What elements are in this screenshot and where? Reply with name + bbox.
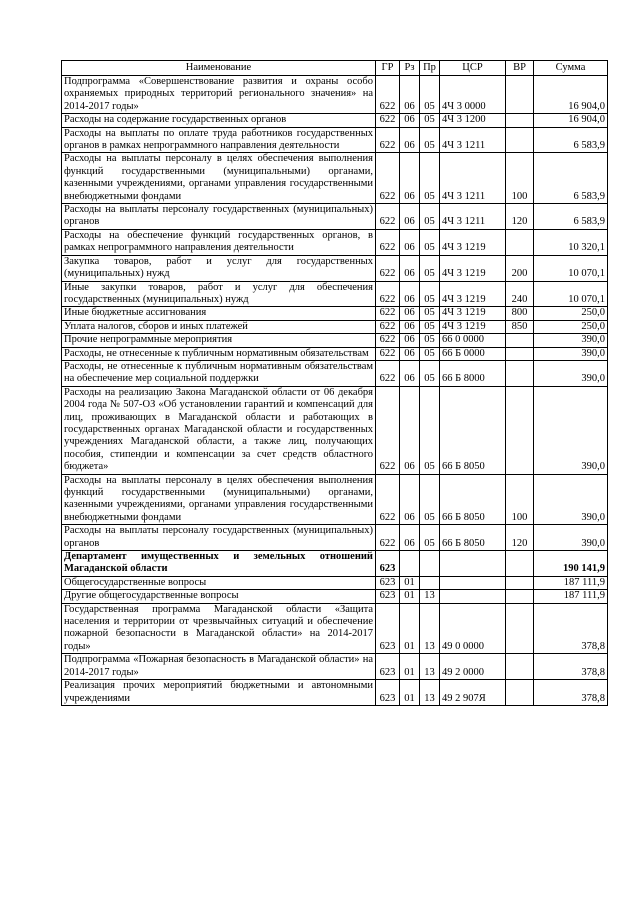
cell-sum: 10 070,1	[534, 255, 608, 281]
cell-sum: 6 583,9	[534, 153, 608, 204]
table-row	[62, 127, 608, 153]
cell-sum: 187 111,9	[534, 590, 608, 603]
cell-gr: 622	[376, 114, 400, 127]
cell-vr	[506, 76, 534, 114]
cell-gr: 622	[376, 229, 400, 255]
cell-csr: 4Ч 3 1211	[440, 204, 506, 230]
table-row	[62, 320, 608, 333]
cell-gr: 622	[376, 360, 400, 386]
cell-vr	[506, 603, 534, 654]
cell-sum: 250,0	[534, 320, 608, 333]
cell-vr: 850	[506, 320, 534, 333]
cell-pr	[420, 551, 440, 577]
cell-rz: 06	[400, 281, 420, 307]
table-row	[62, 525, 608, 551]
cell-csr	[440, 576, 506, 589]
cell-name: Расходы на выплаты персоналу государственных (муниципальных) органов	[62, 204, 376, 230]
cell-name: Расходы, не отнесенные к публичным нормативным обязательствам	[62, 347, 376, 360]
cell-sum: 16 904,0	[534, 114, 608, 127]
table-row	[62, 334, 608, 347]
cell-pr: 05	[420, 320, 440, 333]
cell-sum: 250,0	[534, 307, 608, 320]
header-rz: Рз	[400, 61, 420, 76]
cell-csr: 66 Б 8000	[440, 360, 506, 386]
cell-vr	[506, 680, 534, 706]
cell-csr: 4Ч 3 1219	[440, 229, 506, 255]
cell-rz: 06	[400, 127, 420, 153]
cell-vr	[506, 360, 534, 386]
cell-pr: 05	[420, 386, 440, 474]
cell-gr: 622	[376, 76, 400, 114]
cell-rz: 06	[400, 525, 420, 551]
cell-rz: 06	[400, 307, 420, 320]
cell-csr: 4Ч 3 1219	[440, 281, 506, 307]
cell-vr	[506, 386, 534, 474]
cell-gr: 623	[376, 680, 400, 706]
cell-sum: 390,0	[534, 360, 608, 386]
cell-pr: 05	[420, 127, 440, 153]
cell-csr: 4Ч 3 1219	[440, 307, 506, 320]
cell-gr: 622	[376, 307, 400, 320]
cell-vr: 800	[506, 307, 534, 320]
cell-rz: 01	[400, 603, 420, 654]
cell-gr: 623	[376, 551, 400, 577]
cell-rz: 06	[400, 114, 420, 127]
cell-vr	[506, 590, 534, 603]
cell-gr: 622	[376, 474, 400, 525]
table-row	[62, 204, 608, 230]
table-row	[62, 153, 608, 204]
cell-name: Реализация прочих мероприятий бюджетными и автономными учреждениями	[62, 680, 376, 706]
cell-pr: 13	[420, 654, 440, 680]
cell-csr: 4Ч 3 1211	[440, 153, 506, 204]
cell-gr: 623	[376, 590, 400, 603]
cell-csr: 66 Б 8050	[440, 525, 506, 551]
cell-pr: 05	[420, 255, 440, 281]
table-row	[62, 474, 608, 525]
cell-vr	[506, 127, 534, 153]
cell-rz: 06	[400, 320, 420, 333]
cell-name: Прочие непрограммные мероприятия	[62, 334, 376, 347]
cell-sum: 378,8	[534, 680, 608, 706]
cell-rz: 06	[400, 474, 420, 525]
cell-pr: 05	[420, 76, 440, 114]
cell-name: Расходы на выплаты по оплате труда работников государственных органов в рамках непрограммного направления деятельности	[62, 127, 376, 153]
cell-vr: 120	[506, 525, 534, 551]
cell-rz: 06	[400, 360, 420, 386]
cell-gr: 622	[376, 153, 400, 204]
table-row	[62, 360, 608, 386]
cell-sum: 390,0	[534, 334, 608, 347]
cell-gr: 622	[376, 281, 400, 307]
cell-vr: 120	[506, 204, 534, 230]
cell-rz: 06	[400, 334, 420, 347]
cell-name: Другие общегосударственные вопросы	[62, 590, 376, 603]
cell-csr: 4Ч 3 1219	[440, 320, 506, 333]
cell-csr: 4Ч 3 0000	[440, 76, 506, 114]
table-body	[62, 76, 608, 706]
table-row	[62, 551, 608, 577]
cell-gr: 623	[376, 603, 400, 654]
cell-pr: 05	[420, 281, 440, 307]
cell-sum: 16 904,0	[534, 76, 608, 114]
table-header-row	[62, 61, 608, 76]
cell-csr	[440, 590, 506, 603]
cell-gr: 622	[376, 255, 400, 281]
cell-pr: 05	[420, 525, 440, 551]
cell-pr: 05	[420, 334, 440, 347]
cell-rz: 01	[400, 654, 420, 680]
cell-vr	[506, 229, 534, 255]
cell-name: Расходы на выплаты персоналу государственных (муниципальных) органов	[62, 525, 376, 551]
table-row	[62, 307, 608, 320]
cell-name: Расходы на обеспечение функций государственных органов, в рамках непрограммного направления деятельности	[62, 229, 376, 255]
cell-name: Расходы на выплаты персоналу в целях обеспечения выполнения функций государственными (муниципальными) органами, казенными учреждениями, органами управления государственными внебюджетными фондами	[62, 153, 376, 204]
cell-csr: 49 2 0000	[440, 654, 506, 680]
cell-name: Общегосударственные вопросы	[62, 576, 376, 589]
budget-table	[61, 60, 608, 706]
cell-gr: 622	[376, 320, 400, 333]
cell-vr: 100	[506, 153, 534, 204]
cell-sum: 190 141,9	[534, 551, 608, 577]
table-row	[62, 680, 608, 706]
cell-rz: 06	[400, 204, 420, 230]
table-row	[62, 114, 608, 127]
cell-vr: 240	[506, 281, 534, 307]
cell-sum: 187 111,9	[534, 576, 608, 589]
cell-gr: 622	[376, 386, 400, 474]
table-row	[62, 386, 608, 474]
cell-sum: 6 583,9	[534, 204, 608, 230]
cell-csr: 49 0 0000	[440, 603, 506, 654]
cell-gr: 622	[376, 127, 400, 153]
cell-gr: 623	[376, 576, 400, 589]
cell-sum: 390,0	[534, 386, 608, 474]
cell-pr: 05	[420, 204, 440, 230]
cell-csr: 4Ч 3 1219	[440, 255, 506, 281]
header-gr: ГР	[376, 61, 400, 76]
cell-sum: 390,0	[534, 474, 608, 525]
cell-pr: 05	[420, 307, 440, 320]
cell-rz: 06	[400, 229, 420, 255]
cell-name: Расходы на реализацию Закона Магаданской области от 06 декабря 2004 года № 507-ОЗ «Об установлении гарантий и компенсаций для лиц, проживающих в Магаданской области и работающих в государственных органах Магаданской области и государственных учреждениях Магаданской области, а также лиц, получающих пособия, стипендии и компенсации за счет средств областного бюджета»	[62, 386, 376, 474]
cell-pr: 05	[420, 114, 440, 127]
cell-sum: 378,8	[534, 654, 608, 680]
cell-name: Уплата налогов, сборов и иных платежей	[62, 320, 376, 333]
cell-sum: 390,0	[534, 347, 608, 360]
cell-vr	[506, 334, 534, 347]
cell-csr: 66 0 0000	[440, 334, 506, 347]
cell-pr: 05	[420, 229, 440, 255]
table-row	[62, 76, 608, 114]
cell-sum: 6 583,9	[534, 127, 608, 153]
cell-sum: 390,0	[534, 525, 608, 551]
cell-csr: 66 Б 8050	[440, 474, 506, 525]
cell-vr: 200	[506, 255, 534, 281]
cell-name: Подпрограмма «Совершенствование развития и охраны особо охраняемых природных территорий регионального значения» на 2014-2017 годы»	[62, 76, 376, 114]
cell-sum: 10 070,1	[534, 281, 608, 307]
cell-vr: 100	[506, 474, 534, 525]
cell-csr: 4Ч 3 1211	[440, 127, 506, 153]
cell-gr: 622	[376, 525, 400, 551]
cell-rz: 01	[400, 680, 420, 706]
cell-gr: 622	[376, 334, 400, 347]
table-row	[62, 654, 608, 680]
cell-rz: 01	[400, 590, 420, 603]
cell-csr: 66 Б 8050	[440, 386, 506, 474]
cell-pr: 13	[420, 590, 440, 603]
cell-csr	[440, 551, 506, 577]
cell-sum: 378,8	[534, 603, 608, 654]
table-row	[62, 281, 608, 307]
cell-csr: 49 2 907Я	[440, 680, 506, 706]
cell-name: Расходы, не отнесенные к публичным нормативным обязательствам на обеспечение мер социальной поддержки	[62, 360, 376, 386]
cell-rz: 06	[400, 386, 420, 474]
cell-csr: 66 Б 0000	[440, 347, 506, 360]
cell-pr: 05	[420, 153, 440, 204]
cell-sum: 10 320,1	[534, 229, 608, 255]
cell-vr	[506, 654, 534, 680]
cell-rz: 01	[400, 576, 420, 589]
cell-name: Иные закупки товаров, работ и услуг для обеспечения государственных (муниципальных) нужд	[62, 281, 376, 307]
header-csr: ЦСР	[440, 61, 506, 76]
cell-pr: 05	[420, 360, 440, 386]
cell-rz: 06	[400, 255, 420, 281]
cell-name: Расходы на содержание государственных органов	[62, 114, 376, 127]
table-row	[62, 576, 608, 589]
cell-name: Закупка товаров, работ и услуг для государственных (муниципальных) нужд	[62, 255, 376, 281]
cell-name: Государственная программа Магаданской области «Защита населения и территории от чрезвычайных ситуаций и обеспечение пожарной безопасности в Магаданской области» на 2014-2017 годы»	[62, 603, 376, 654]
header-name: Наименование	[62, 61, 376, 76]
cell-rz: 06	[400, 76, 420, 114]
cell-rz: 06	[400, 347, 420, 360]
cell-name: Департамент имущественных и земельных отношений Магаданской области	[62, 551, 376, 577]
table-row	[62, 229, 608, 255]
cell-name: Расходы на выплаты персоналу в целях обеспечения выполнения функций государственными (муниципальными) органами, казенными учреждениями, органами управления государственными внебюджетными фондами	[62, 474, 376, 525]
table-row	[62, 255, 608, 281]
cell-name: Иные бюджетные ассигнования	[62, 307, 376, 320]
cell-csr: 4Ч 3 1200	[440, 114, 506, 127]
cell-rz	[400, 551, 420, 577]
table-row	[62, 603, 608, 654]
cell-gr: 622	[376, 204, 400, 230]
cell-vr	[506, 114, 534, 127]
header-pr: Пр	[420, 61, 440, 76]
header-sum: Сумма	[534, 61, 608, 76]
cell-pr: 13	[420, 680, 440, 706]
cell-pr: 05	[420, 474, 440, 525]
table-row	[62, 347, 608, 360]
cell-vr	[506, 551, 534, 577]
header-vr: ВР	[506, 61, 534, 76]
table-row	[62, 590, 608, 603]
cell-gr: 623	[376, 654, 400, 680]
cell-name: Подпрограмма «Пожарная безопасность в Магаданской области» на 2014-2017 годы»	[62, 654, 376, 680]
cell-pr	[420, 576, 440, 589]
cell-vr	[506, 576, 534, 589]
cell-rz: 06	[400, 153, 420, 204]
cell-vr	[506, 347, 534, 360]
cell-gr: 622	[376, 347, 400, 360]
cell-pr: 13	[420, 603, 440, 654]
cell-pr: 05	[420, 347, 440, 360]
